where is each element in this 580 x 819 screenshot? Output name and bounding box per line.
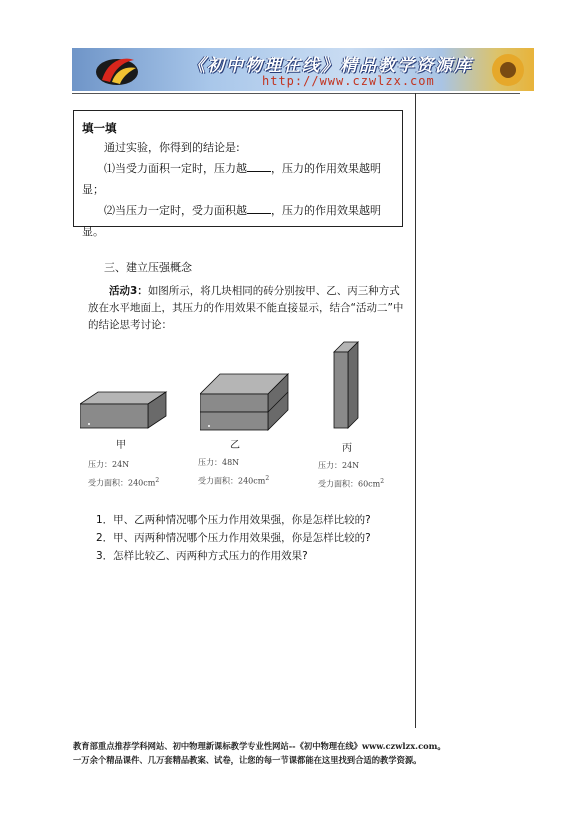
sunflower-icon [484, 50, 528, 90]
page-footer [73, 739, 533, 767]
footer-line-1: 教育部重点推荐学科网站、初中物理新课标教学专业性网站--《初中物理在线》www.czwlzx.com。 [73, 741, 446, 751]
header-banner [72, 48, 534, 91]
question-2: 2．甲、丙两种情况哪个压力作用效果强，你是怎样比较的? [96, 532, 371, 544]
figure-label-bing: 丙 [342, 443, 352, 454]
brick-figure-bing [332, 340, 362, 430]
blank-2[interactable] [247, 202, 271, 214]
header-divider [72, 93, 520, 94]
figure-label-jia: 甲 [116, 440, 126, 451]
brick-figure-jia [80, 390, 170, 430]
figure-label-yi: 乙 [230, 440, 240, 451]
blank-1[interactable] [247, 160, 271, 172]
box-intro: 通过实验，你得到的结论是: [104, 141, 240, 154]
banner-title: 《初中物理在线》精品教学资源库 [188, 56, 473, 76]
banner-url[interactable]: http://www.czwlzx.com [262, 74, 435, 88]
fill-in-box [73, 110, 403, 238]
figure-data-yi: 压力：48N 受力面积：$240cm^2$ [198, 458, 270, 486]
box-conclusion-2: ⑵当压力一定时，受力面积越 ，压力的作用效果越明显。 [82, 204, 381, 238]
box-conclusion-1: ⑴当受力面积一定时，压力越 ，压力的作用效果越明显； [82, 162, 381, 196]
footer-line-2: 一万余个精品课件、几万套精品教案、试卷，让您的每一节课都能在这里找到合适的教学资源。 [73, 755, 422, 765]
margin-divider [415, 93, 416, 728]
question-1: 1．甲、乙两种情况哪个压力作用效果强，你是怎样比较的? [96, 514, 371, 526]
figure-data-bing: 压力：24N 受力面积：$60cm^2$ [318, 461, 385, 489]
brick-figure-yi [200, 370, 292, 432]
section-title: 三、建立压强概念 [104, 261, 192, 274]
figure-data-jia: 压力：24N 受力面积：$240cm^2$ [88, 460, 160, 488]
question-3: 3．怎样比较乙、丙两种方式压力的作用效果? [96, 550, 308, 562]
box-heading: 填一填 [82, 121, 117, 135]
activity-paragraph: 活动3：如图所示，将几块相同的砖分别按甲、乙、丙三种方式放在水平地面上，其压力的作用效果不能直接显示，结合“活动二”中的结论思考讨论： [88, 285, 404, 331]
site-logo-icon [94, 52, 140, 88]
